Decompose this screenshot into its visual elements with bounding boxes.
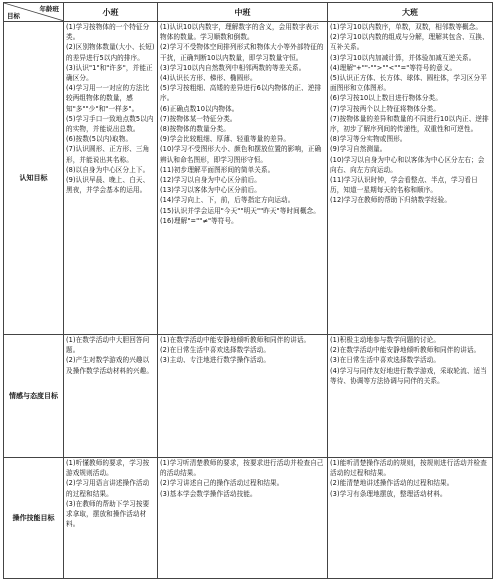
goal-item: (5)学习按粗细、高矮的差异进行6以内物体的正、逆排序。 <box>160 84 322 103</box>
goal-item: (2)产生对数学游戏的兴趣以及操作数学活动材料的兴趣。 <box>66 356 154 375</box>
goal-item: (2)在数学活动中能安静地倾听教师和同伴的讲话。 <box>330 346 481 355</box>
goal-item: (1)能听清楚操作活动的规则，按规则进行活动并检查活动的过程和结果。 <box>330 459 487 478</box>
goal-item: (6)按数(5以内)取物。 <box>66 135 133 144</box>
goal-item: (8)按物体的数量分类。 <box>160 125 230 134</box>
goal-item: (11)初步理解平面图形间的简单关系。 <box>160 165 275 174</box>
goal-item: (2)能清楚地讲述操作活动的过程和结果。 <box>330 479 454 488</box>
row-header-operation-skill: 操作技能目标 <box>4 458 64 579</box>
goal-item: (2)学习用语言讲述操作活动的过程和结果。 <box>66 479 150 498</box>
goal-label: 目标 <box>7 12 20 20</box>
goal-item: (2)在日常生活中喜欢选择数学活动。 <box>160 346 271 355</box>
goal-item: (8)学习等分实物或图形。 <box>330 135 407 144</box>
goal-item: (2)区别物体数量(大小、长短)的差异进行5以内的排序。 <box>66 43 155 62</box>
cell-cognitive-large <box>328 22 493 335</box>
cell-emotion-middle <box>158 335 328 458</box>
goal-item: (3)认识"1"和"许多"，并能正确区分。 <box>66 63 153 83</box>
goal-item: (4)学习与同伴友好地进行数学游戏，采取轮流、适当等待、协调等方法协调与同伴的关系。 <box>330 366 487 385</box>
column-header-large-class: 大班 <box>328 3 493 22</box>
row-cognitive-goals <box>4 22 493 335</box>
cell-skill-large <box>328 458 493 579</box>
goal-item: (2)学习讲述自己的操作活动过程和结果。 <box>160 479 284 488</box>
goal-item: (15)认识并学会运用"今天""明天""昨天"等时间概念。 <box>160 206 320 215</box>
goal-item: (16)理解"=""≠"等符号。 <box>160 216 238 225</box>
goals-table <box>3 2 493 579</box>
header-row <box>4 3 493 22</box>
goal-item: (1)学习听清楚教师的要求，按要求进行活动并检查自己的活动结果。 <box>160 459 324 478</box>
goal-item: (3)基本学会数学操作活动技能。 <box>160 489 257 498</box>
goal-item: (3)主动、专注地进行数学操作活动。 <box>160 356 271 365</box>
cell-cognitive-middle <box>158 22 328 335</box>
goal-item: (5)学习手口一致地点数5以内的实物，并能说出总数。 <box>66 114 154 134</box>
goal-item: (9)学习自然测量。 <box>330 145 387 154</box>
goal-item: (11)学习认识时钟，学会看整点、半点，学习看日历，知道一星期每天的名称和顺序。 <box>330 176 478 195</box>
goal-item: (6)正确点数10以内物体。 <box>160 104 239 113</box>
cell-emotion-small <box>64 335 158 458</box>
goal-item: (10)学习不受图形大小、颜色和摆放位置的影响，正确辨认和命名图形，即学习图形守恒。 <box>160 145 322 164</box>
cell-skill-middle <box>158 458 328 579</box>
cell-skill-small <box>64 458 158 579</box>
column-header-middle-class: 中班 <box>158 3 328 22</box>
row-header-cognitive: 认知目标 <box>4 22 64 335</box>
goal-item: (9)学会比较粗细、厚薄、轻重等量的差异。 <box>160 135 291 144</box>
goal-item: (8)以自身为中心区分上下。 <box>66 165 150 174</box>
goal-item: (12)学习以自身为中心区分前后。 <box>160 176 261 185</box>
diagonal-header-cell <box>4 3 64 22</box>
cell-emotion-large <box>328 335 493 458</box>
goal-item: (1)认识10以内数字，理解数字的含义，会用数字表示物体的数量。学习顺数和倒数。 <box>160 23 319 42</box>
age-class-label: 年龄班 <box>39 5 59 13</box>
goal-item: (4)学习用一一对应的方法比较两组物体的数量，感知"多""少"和"一样多"。 <box>66 84 150 113</box>
goal-item: (4)认识长方形、梯形、椭圆形。 <box>160 74 257 83</box>
goal-item: (10)学习以自身为中心和以客体为中心区分左右；会向右、向左方向运动。 <box>330 155 485 174</box>
goal-item: (14)学习向上、下，前，后等指定方向运动。 <box>160 196 295 205</box>
cell-cognitive-small <box>64 22 158 335</box>
goal-item: (9)认识早晨、晚上、白天、黑夜，并学会基本的运用。 <box>66 176 150 195</box>
goal-item: (5)认识正方体、长方体、球体、圆柱体，学习区分平面图形和立体图形。 <box>330 74 487 93</box>
goal-item: (12)学习在教师的帮助下归纳数学经验。 <box>330 196 452 205</box>
goal-item: (7)按物体量的差异和数量的不同进行10以内正、逆排序，初步了解序列间的传递性，双重性和可逆性。 <box>330 114 489 134</box>
goal-item: (3)学习10以内加减计算，并体验加减互逆关系。 <box>330 53 476 62</box>
goal-item: (2)学习10以内数的组成与分解，理解其包含、互换、互补关系。 <box>330 33 489 52</box>
goal-item: (3)学习10以内自然数列中相邻两数的等差关系。 <box>160 63 306 72</box>
goal-item: (7)认识圆形、正方形、三角形，并能说出其名称。 <box>66 145 150 164</box>
curriculum-goals-document <box>3 2 492 583</box>
goal-item: (3)学习有条理地摆放，整理活动材料。 <box>330 489 447 498</box>
goal-item: (1)学习按物体的一个特征分类。 <box>66 23 150 42</box>
row-header-emotion-attitude: 情感与态度目标 <box>4 335 64 458</box>
goal-item: (3)在日常生活中喜欢选择数学活动。 <box>330 356 441 365</box>
row-emotion-attitude-goals <box>4 335 493 458</box>
goal-item: (1)听懂教师的要求，学习按游戏规则活动。 <box>66 459 150 478</box>
goal-item: (3)在教师的帮助下学习按要求拿取，摆放和操作活动材料。 <box>66 499 150 529</box>
goal-item: (6)学习按10以上数目进行物体分类。 <box>330 94 442 103</box>
goal-item: (1)在数学活动中大胆回答问题。 <box>66 336 150 355</box>
row-operation-skill-goals <box>4 458 493 579</box>
goal-item: (1)积极主动地参与数学问题的讨论。 <box>330 336 441 344</box>
goal-item: (4)理解"+""-"">""<""="等符号的意义。 <box>330 63 457 72</box>
goal-item: (1)在数学活动中能安静地倾听教师和同伴的讲话。 <box>160 336 311 344</box>
goal-item: (2)学习不受物体空间排列形式和物体大小等外部特征的干扰，正确判断10以内数量，即学习数量守恒。 <box>160 43 324 62</box>
goal-item: (1)学习10以内数序，单数，双数，相邻数等概念。 <box>330 23 483 31</box>
goal-item: (7)学习按两个以上特征将物体分类。 <box>330 104 441 113</box>
column-header-small-class: 小班 <box>64 3 158 22</box>
goal-item: (13)学习以客体为中心区分前后。 <box>160 186 261 195</box>
goal-item: (7)按物体某一特征分类。 <box>160 114 237 123</box>
